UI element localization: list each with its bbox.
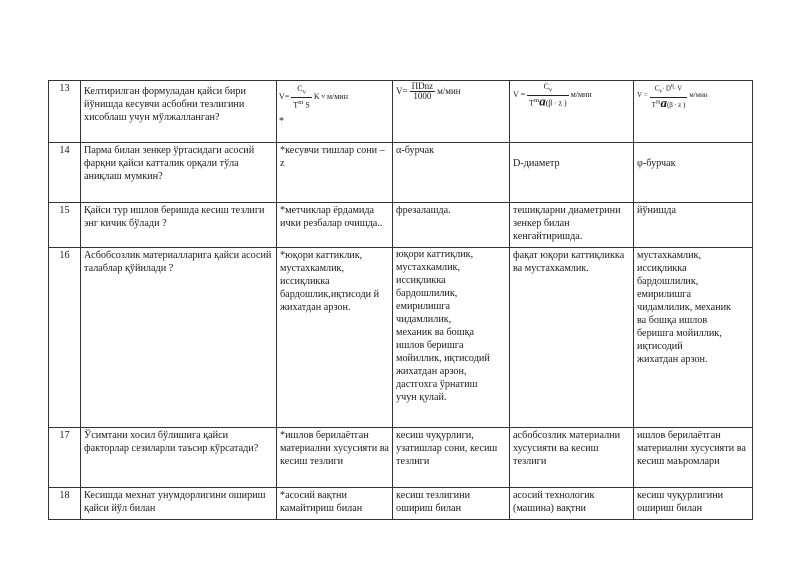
answer-option-b: фрезалашда.: [393, 203, 510, 248]
question-text: Қайси тур ишлов беришда кесиш тезлиги энг кичик бўлади ?: [81, 203, 277, 248]
answer-option-c: D-диаметр: [510, 143, 634, 203]
formula-a: V= $\frac{C_v}{T^m S}$ K v м/мин: [279, 84, 348, 110]
table-row: [49, 488, 753, 520]
formula-b: V= $\frac{\text{ПDnz}}{1000}$ м/мин: [396, 81, 461, 101]
question-text: Келтирилган формуладан қайси бири йўнишда кесувчи асбобни тезлигини хисоблаш учун мўлжалланган?: [81, 81, 277, 143]
answer-option-a: *кесувчи тишлар сони – z: [277, 143, 393, 203]
question-number: 17: [49, 428, 81, 488]
answer-option-d: мустахкамлик, иссиқликка бардошлилик, емирилишга чидамлилик, механик ва бошқа ишлов беришга мойиллик, иқтисодий жихатдан арзон.: [634, 248, 753, 428]
table-row: [49, 203, 753, 248]
formula-d: V = $\frac{C_v\cdot D^q\cdot V}{T^ma(\beta \cdot z )}$ м/мин: [637, 83, 708, 110]
question-number: 14: [49, 143, 81, 203]
question-text: Ўсимтани хосил бўлишига қайси факторлар сезиларли таъсир кўрсатади?: [81, 428, 277, 488]
answer-option-b: кесиш тезлигини ошириш билан: [393, 488, 510, 520]
answer-option-c: [510, 81, 634, 143]
answer-option-a: *метчиклар ёрдамида ички резбалар очишда..: [277, 203, 393, 248]
table-row: [49, 81, 753, 143]
questions-table: [48, 80, 753, 520]
question-number: 13: [49, 81, 81, 143]
answer-option-c: тешиқларни диаметрини зенкер билан кенгайтиришда.: [510, 203, 634, 248]
answer-option-a: *юқори каттиклик, мустахкамлик, иссиқликка бардошлик,иқтисоди й жихатдан арзон.: [277, 248, 393, 428]
answer-option-b: [393, 81, 510, 143]
table-row: [49, 248, 753, 428]
answer-option-d: йўнишда: [634, 203, 753, 248]
answer-option-b: кесиш чуқурлиги, узатишлар сони, кесиш тезлиги: [393, 428, 510, 488]
question-number: 15: [49, 203, 81, 248]
table-row: [49, 143, 753, 203]
answer-option-a: *ишлов берилаётган материални хусусияти ва кесиш тезлиги: [277, 428, 393, 488]
question-number: 16: [49, 248, 81, 428]
answer-option-c: асосий технологик (машина) вақтни: [510, 488, 634, 520]
answer-option-b: юқори каттиқлик, мустахкамлик, иссиқликка бардошлилик, емирилишга чидамлилик, механик ва бошқа ишлов беришга мойиллик, иқтисодий жихатдан арзон, дастгохга ўрнатиш учун қулай.: [393, 248, 510, 428]
question-text: Асбобсозлик материалларига қайси асосий талаблар қўйилади ?: [81, 248, 277, 428]
answer-option-b: α-бурчак: [393, 143, 510, 203]
answer-option-d: ишлов берилаётган материални хусусияти ва кесиш маъромлари: [634, 428, 753, 488]
answer-option-d: [634, 81, 753, 143]
table-row: [49, 428, 753, 488]
correct-marker: *: [279, 116, 284, 128]
answer-option-a: [277, 81, 393, 143]
question-text: Парма билан зенкер ўртасидаги асосий фарқни қайси катталик орқали тўла аниқлаш мумкин?: [81, 143, 277, 203]
answer-option-c: асбобсозлик материални хусусияти ва кесиш тезлиги: [510, 428, 634, 488]
answer-option-d: φ-бурчак: [634, 143, 753, 203]
question-text: Кесишда мехнат унумдорлигини ошириш қайси йўл билан: [81, 488, 277, 520]
formula-c: V = $\frac{C_v}{T^ma(\beta \cdot z )}$ м/мин: [513, 82, 592, 109]
answer-option-a: *асосий вақтни камайтириш билан: [277, 488, 393, 520]
answer-option-c: фақат юқори каттиқликка ва мустахкамлик.: [510, 248, 634, 428]
answer-option-d: кесиш чуқурлигини ошириш билан: [634, 488, 753, 520]
question-number: 18: [49, 488, 81, 520]
